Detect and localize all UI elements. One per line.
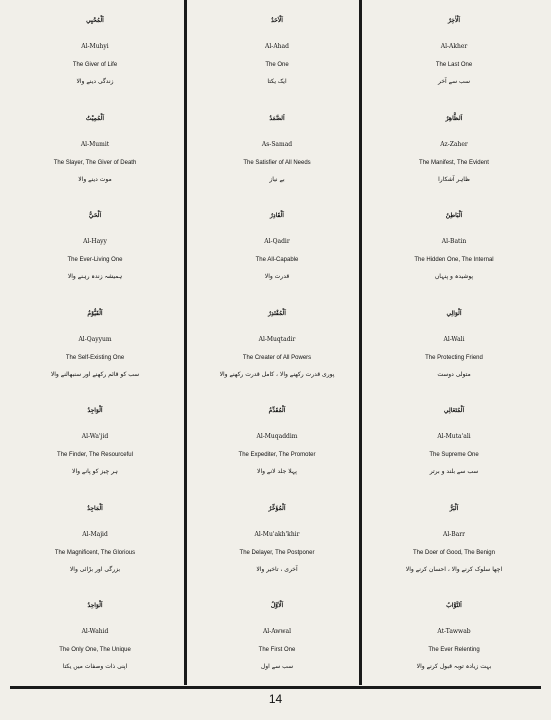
names-column-2 bbox=[190, 0, 364, 678]
urdu-meaning: پوشیدہ و پنہاں bbox=[434, 273, 474, 280]
urdu-meaning: بے نیاز bbox=[269, 175, 285, 183]
transliteration: Az-Zaher bbox=[440, 140, 468, 148]
urdu-meaning: اپنی ذات وصفات میں یکتا bbox=[62, 663, 128, 670]
urdu-meaning: پوری قدرت رکھنے والا ، کامل قدرت رکھنے والا bbox=[219, 370, 335, 378]
name-entry bbox=[8, 6, 182, 103]
transliteration: Al-Mu'akh'khir bbox=[254, 530, 300, 538]
transliteration: Al-Wa'jid bbox=[81, 433, 109, 440]
transliteration: Al-Hayy bbox=[83, 238, 107, 245]
name-entry bbox=[8, 299, 182, 396]
arabic-name: اَلْوَالِي bbox=[446, 309, 462, 317]
name-entry bbox=[367, 591, 541, 688]
arabic-name: اَلْمُحْيِي bbox=[86, 17, 104, 24]
english-meaning: The Ever Relenting bbox=[428, 647, 480, 653]
arabic-name: اَلصَّمَدُ bbox=[269, 114, 285, 122]
arabic-name: اَلْقَادِرُ bbox=[270, 212, 284, 219]
transliteration: Al-Muhyi bbox=[81, 43, 109, 50]
english-meaning: The All-Capable bbox=[255, 257, 299, 263]
name-entry bbox=[190, 396, 364, 493]
english-meaning: The Supreme One bbox=[429, 452, 479, 458]
arabic-name: اَلْمُؤَخِّرُ bbox=[268, 504, 286, 512]
urdu-meaning: سب سے آخر bbox=[438, 78, 470, 85]
transliteration: Al-Muqaddim bbox=[256, 433, 298, 440]
arabic-name: اَلْاَحَدُ bbox=[271, 17, 283, 24]
transliteration: Al-Qayyum bbox=[78, 335, 112, 343]
english-meaning: The Slayer, The Giver of Death bbox=[53, 159, 137, 166]
name-entry bbox=[367, 299, 541, 396]
urdu-meaning: پہلا جلد لانے والا bbox=[257, 468, 297, 475]
urdu-meaning: ظاہر آشکارا bbox=[438, 175, 470, 183]
name-entry bbox=[367, 104, 541, 201]
transliteration: Al-Qadir bbox=[264, 238, 290, 245]
name-entry bbox=[190, 299, 364, 396]
name-entry bbox=[8, 201, 182, 298]
transliteration: Al-Muqtadir bbox=[258, 335, 296, 343]
name-entry bbox=[190, 494, 364, 591]
name-entry bbox=[190, 201, 364, 298]
arabic-name: اَلْمُتَعَالِي bbox=[443, 407, 465, 414]
english-meaning: The Self-Existing One bbox=[65, 354, 125, 361]
english-meaning: The Finder, The Resourceful bbox=[57, 452, 133, 458]
arabic-name: اَلْبَاطِنُ bbox=[445, 212, 463, 219]
english-meaning: The Hidden One, The Internal bbox=[414, 257, 494, 263]
name-entry bbox=[190, 104, 364, 201]
arabic-name: اَلظَّاهِرُ bbox=[445, 114, 463, 122]
urdu-meaning: بہت زیادہ توبہ قبول کرنے والا bbox=[416, 663, 492, 670]
names-column-1 bbox=[8, 0, 182, 678]
name-entry bbox=[367, 6, 541, 103]
arabic-name: اَلْمَاجِدُ bbox=[87, 504, 103, 512]
english-meaning: The Creater of All Powers bbox=[242, 354, 312, 361]
name-entry bbox=[190, 591, 364, 688]
english-meaning: The Expediter, The Promoter bbox=[238, 452, 316, 458]
transliteration: Al-Majid bbox=[82, 530, 108, 538]
english-meaning: The Doer of Good, The Benign bbox=[413, 549, 495, 556]
transliteration: Al-Wahid bbox=[81, 628, 109, 635]
english-meaning: The First One bbox=[258, 647, 296, 653]
transliteration: Al-Awwal bbox=[262, 628, 292, 635]
transliteration: Al-Muta'ali bbox=[437, 433, 471, 440]
arabic-name: اَلْبَرُّ bbox=[449, 504, 459, 512]
english-meaning: The Magnificent, The Glorious bbox=[54, 549, 136, 556]
name-entry bbox=[8, 396, 182, 493]
english-meaning: The Only One, The Unique bbox=[59, 647, 131, 653]
arabic-name: اَلْمُقْتَدِرُ bbox=[268, 309, 286, 317]
transliteration: As-Samad bbox=[261, 140, 293, 148]
arabic-name: اَلْاٰخِرُ bbox=[447, 17, 461, 24]
transliteration: Al-Mumit bbox=[80, 140, 110, 148]
arabic-name: اَلْوَاحِدُ bbox=[87, 602, 103, 609]
name-entry bbox=[190, 6, 364, 103]
english-meaning: The Manifest, The Evident bbox=[419, 159, 489, 166]
english-meaning: The Protecting Friend bbox=[425, 354, 483, 361]
transliteration: Al-Wali bbox=[443, 335, 465, 343]
urdu-meaning: سب کو قائم رکھنے اور سنبھالنے والا bbox=[50, 370, 140, 378]
arabic-name: اَلْمُقَدِّمُ bbox=[268, 407, 286, 414]
english-meaning: The Last One bbox=[435, 62, 473, 68]
urdu-meaning: ایک یکتا bbox=[267, 78, 287, 85]
arabic-name: اَلْقَيُّوْمُ bbox=[87, 309, 103, 317]
transliteration: Al-Barr bbox=[442, 530, 465, 538]
urdu-meaning: موت دینے والا bbox=[78, 175, 112, 183]
urdu-meaning: متولی دوست bbox=[437, 370, 471, 378]
english-meaning: The Satisfier of All Needs bbox=[243, 159, 311, 166]
urdu-meaning: سب سے بلند و برتر bbox=[429, 468, 479, 475]
name-entry bbox=[367, 396, 541, 493]
urdu-meaning: قدرت والا bbox=[264, 273, 290, 280]
arabic-name: اَلْمُمِيْتُ bbox=[85, 114, 105, 122]
transliteration: Al-Batin bbox=[441, 238, 467, 245]
transliteration: Al-Akher bbox=[440, 43, 468, 50]
urdu-meaning: زندگی دینے والا bbox=[76, 78, 114, 85]
column-divider bbox=[184, 0, 187, 685]
arabic-name: اَلْوَاجِدُ bbox=[87, 407, 103, 414]
name-entry bbox=[367, 201, 541, 298]
arabic-name: اَلْاَوَّلُ bbox=[270, 602, 284, 609]
urdu-meaning: ہر چیز کو پانے والا bbox=[72, 468, 118, 475]
urdu-meaning: آخری ، تاخیر والا bbox=[256, 565, 298, 573]
name-entry bbox=[8, 494, 182, 591]
english-meaning: The Ever-Living One bbox=[67, 257, 123, 263]
names-column-3 bbox=[367, 0, 541, 678]
urdu-meaning: بزرگی اور بڑائی والا bbox=[69, 565, 121, 573]
arabic-name: اَلْحَيُّ bbox=[88, 212, 102, 219]
transliteration: Al-Ahad bbox=[265, 43, 289, 50]
english-meaning: The One bbox=[265, 62, 289, 68]
arabic-name: اَلتَّوَّابُ bbox=[446, 602, 462, 609]
english-meaning: The Delayer, The Postponer bbox=[239, 549, 315, 556]
name-entry bbox=[8, 104, 182, 201]
name-entry bbox=[8, 591, 182, 688]
page-number: 14 bbox=[268, 692, 283, 706]
english-meaning: The Giver of Life bbox=[72, 62, 118, 68]
transliteration: At-Tawwab bbox=[437, 628, 471, 635]
urdu-meaning: ہمیشہ زندہ رہنے والا bbox=[67, 273, 123, 280]
urdu-meaning: اچھا سلوک کرنے والا ، احسان کرنے والا bbox=[405, 565, 503, 573]
name-entry bbox=[367, 494, 541, 591]
urdu-meaning: سب سے اول bbox=[260, 663, 294, 670]
